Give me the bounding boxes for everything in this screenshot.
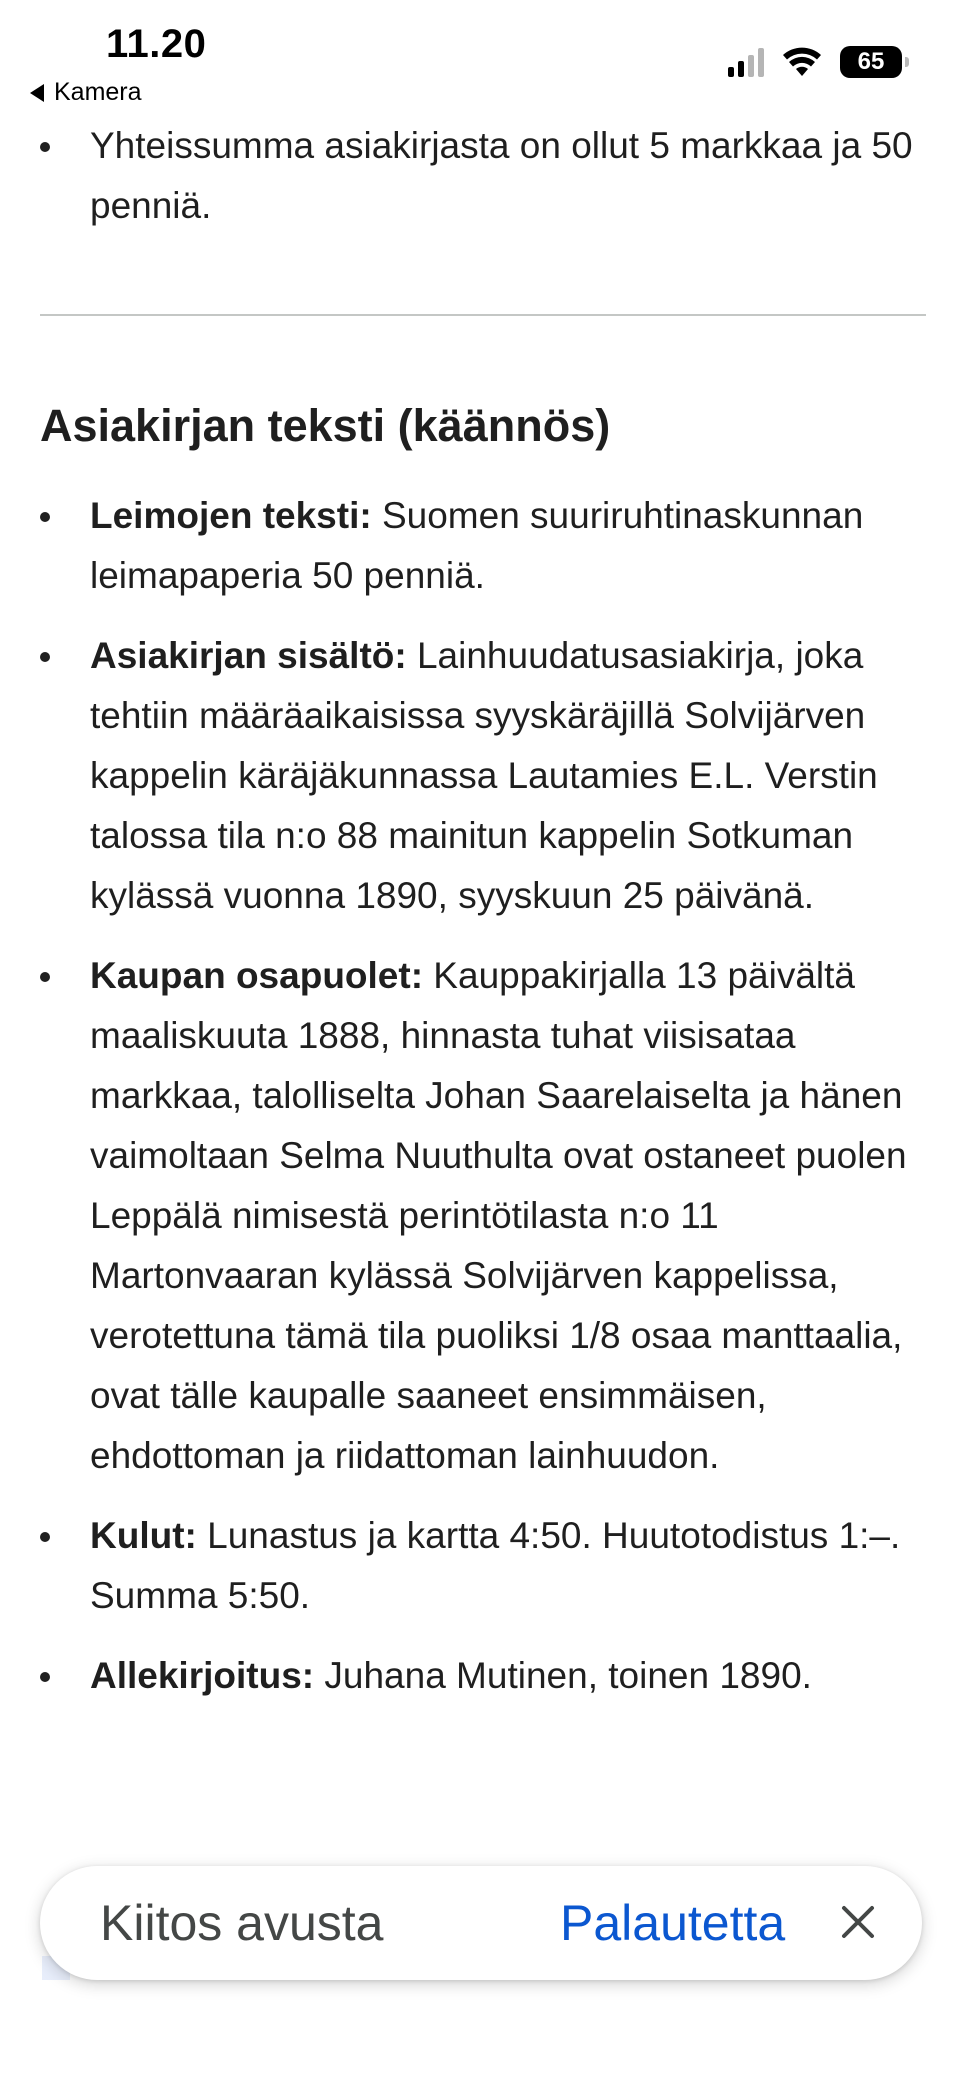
list-item-signature — [0, 1646, 960, 1706]
list-item-content — [0, 626, 960, 926]
item-label: Asiakirjan sisältö: — [90, 635, 407, 676]
back-app-label: Kamera — [54, 78, 142, 106]
summary-list — [0, 116, 960, 236]
list-item-parties — [0, 946, 960, 1486]
status-indicators — [728, 46, 902, 78]
list-item-costs — [0, 1506, 960, 1626]
battery-percent: 65 — [857, 48, 885, 75]
list-item: Yhteissumma asiakirjasta on ollut 5 markkaa ja 50 penniä. — [0, 116, 960, 236]
status-time: 11.20 — [106, 22, 207, 66]
item-label: Kaupan osapuolet: — [90, 955, 424, 996]
status-bar — [0, 0, 960, 120]
feedback-snackbar — [40, 1866, 922, 1980]
feedback-button[interactable]: Palautetta — [560, 1895, 786, 1951]
section-divider — [40, 314, 926, 316]
item-text: Kauppakirjalla 13 päivältä maaliskuuta 1888, hinnasta tuhat viisisataa markkaa, talolliselta Johan Saarelaiselta ja hänen vaimoltaan Selma Nuuthulta ovat ostaneet puolen Leppälä nimisestä perintötilasta n:o 11 Martonvaaran kylässä Solvijärven kappelissa, verotettuna tämä tila puoliksi 1/8 osaa manttaalia, ovat tälle kaupalle saaneet ensimmäisen, ehdottoman ja riidattoman lainhuudon. — [90, 955, 907, 1476]
item-text: Lunastus ja kartta 4:50. Huutotodistus 1:–. Summa 5:50. — [90, 1515, 901, 1616]
item-text: Lainhuudatusasiakirja, joka tehtiin määräaikaisissa syyskäräjillä Solvijärven kappelin käräjäkunnassa Lautamies E.L. Verstin talossa tila n:o 88 mainitun kappelin Sotkuman kylässä vuonna 1890, syyskuun 25 päivänä. — [90, 635, 878, 916]
item-label: Leimojen teksti: — [90, 495, 372, 536]
signal-icon — [728, 47, 764, 77]
item-label: Allekirjoitus: — [90, 1655, 315, 1696]
back-triangle-icon — [30, 84, 44, 102]
item-text: Juhana Mutinen, toinen 1890. — [314, 1655, 812, 1696]
wifi-icon — [782, 47, 822, 77]
translation-list — [0, 486, 960, 1726]
item-label: Kulut: — [90, 1515, 197, 1556]
snackbar-message: Kiitos avusta — [100, 1895, 384, 1951]
battery-icon — [840, 46, 902, 78]
section-title: Asiakirjan teksti (käännös) — [40, 400, 611, 451]
list-item-stamps — [0, 486, 960, 606]
item-text: Suomen suuriruhtinaskunnan leimapaperia 50 penniä. — [90, 495, 864, 596]
close-icon[interactable] — [836, 1900, 880, 1944]
back-to-app-link[interactable] — [30, 78, 142, 107]
